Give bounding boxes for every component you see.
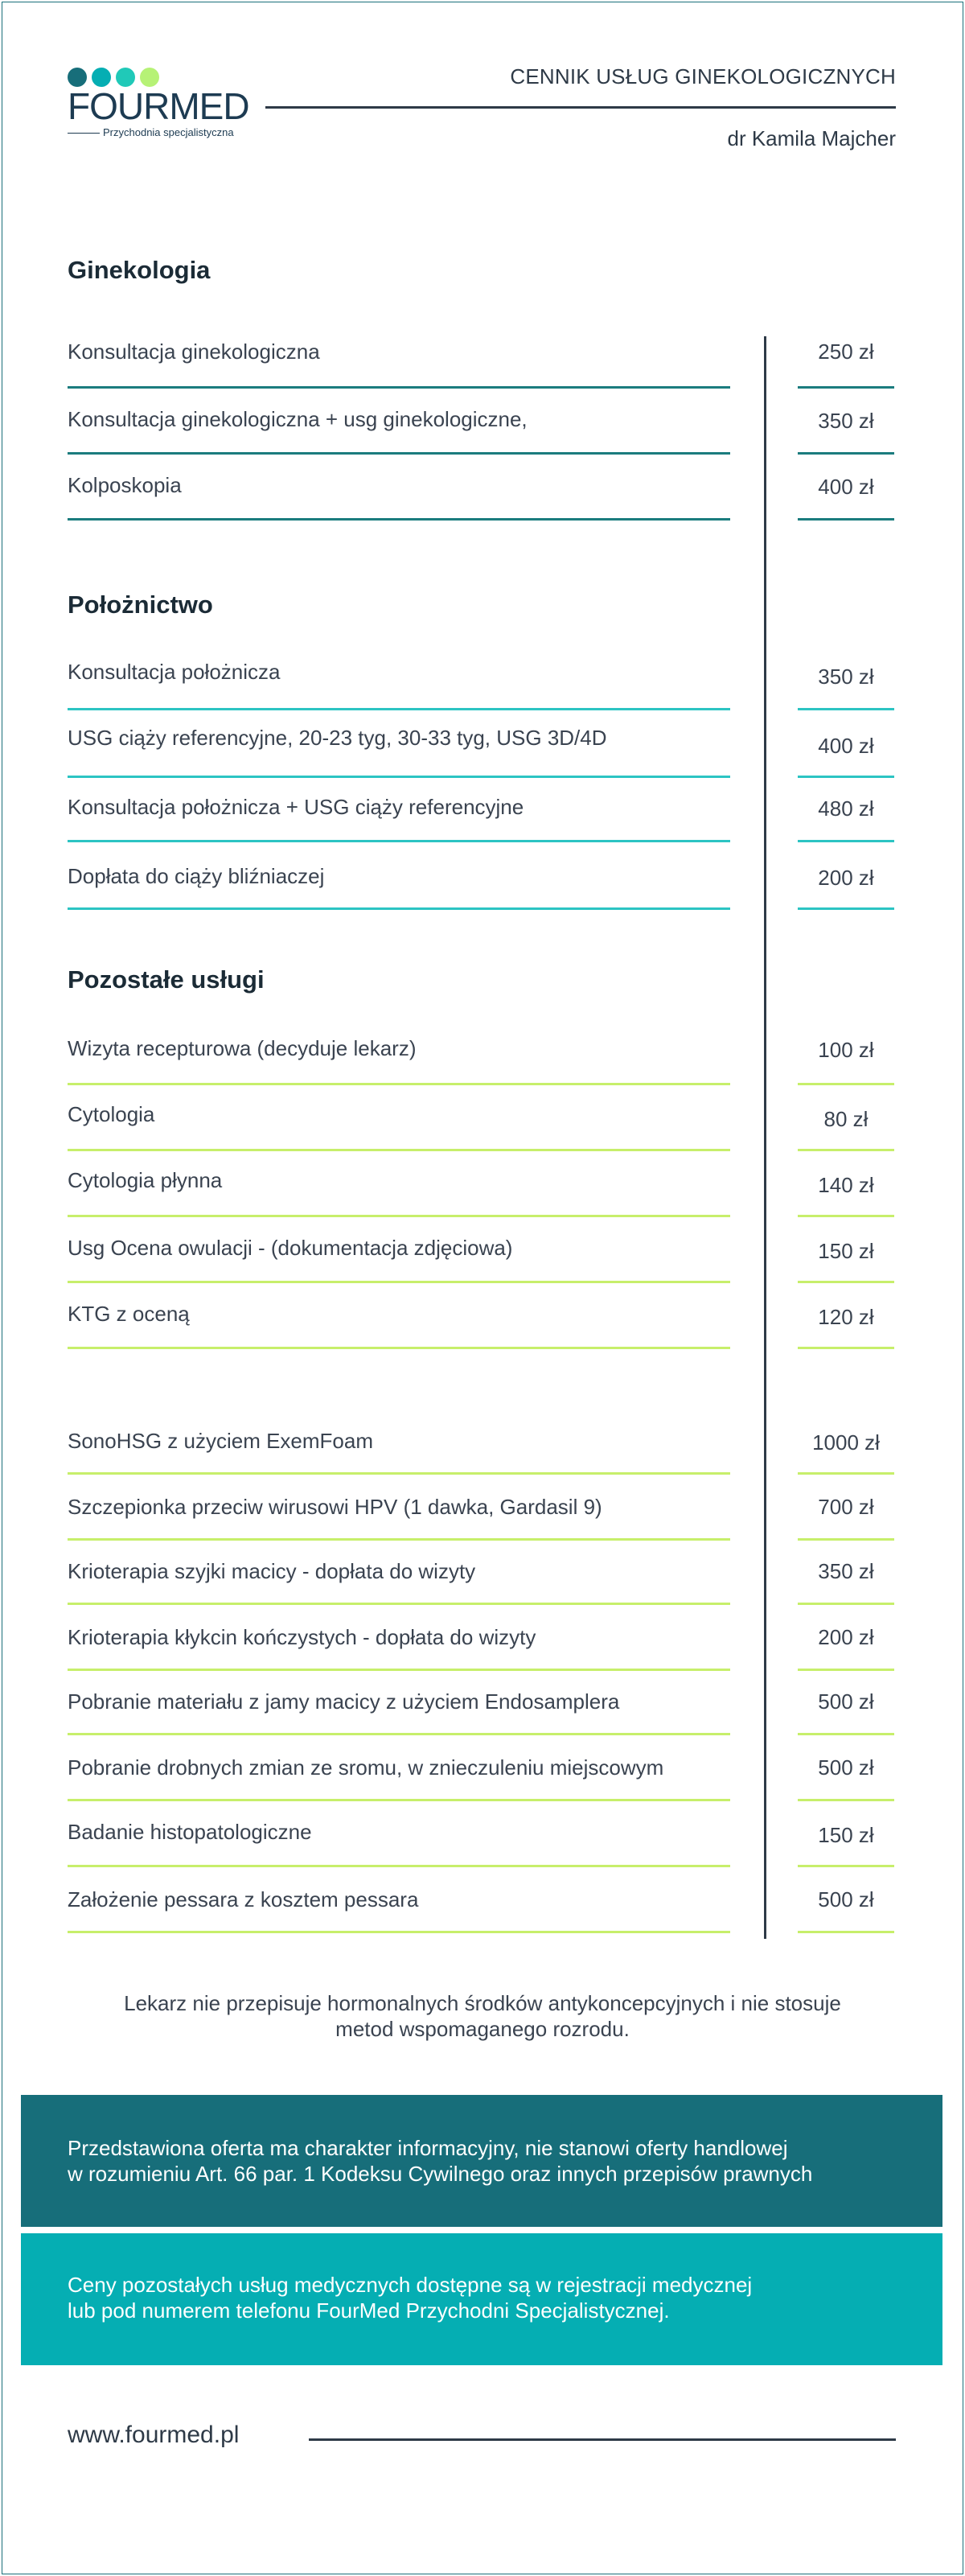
row-rule [68,1149,730,1151]
service-price: 250 zł [818,339,874,364]
service-price: 120 zł [818,1305,874,1329]
service-label: Konsultacja położnicza + USG ciąży referencyjne [68,795,524,819]
row-rule [68,1215,730,1217]
price-rule [798,708,894,710]
service-label: Cytologia [68,1102,155,1126]
service-label: Cytologia płynna [68,1168,223,1192]
prices-info-text: Ceny pozostałych usług medycznych dostępne są w rejestracji medycznej lub pod numerem telefonu FourMed Przychodni Specjalistycznej. [68,2273,753,2323]
service-label: KTG z oceną [68,1302,190,1326]
row-rule [68,1799,730,1801]
service-label: Pobranie drobnych zmian ze sromu, w znieczuleniu miejscowym [68,1755,664,1780]
section-heading-pozostale-uslugi: Pozostałe usługi [68,965,265,994]
header-rule [265,106,896,109]
price-rule [798,518,894,521]
service-price: 350 zł [818,1559,874,1583]
price-rule [798,1149,894,1151]
row-rule [68,1281,730,1283]
row-rule [68,907,730,910]
price-rule [798,776,894,778]
row-rule [68,1733,730,1735]
row-rule [68,708,730,710]
row-rule [68,1538,730,1541]
service-label: Założenie pessara z kosztem pessara [68,1887,419,1911]
logo-subtitle: Przychodnia specjalistyczna [103,126,234,138]
price-rule [798,1347,894,1349]
service-label: Krioterapia kłykcin kończystych - dopłata do wizyty [68,1625,536,1649]
service-label: Wizyta recepturowa (decyduje lekarz) [68,1036,417,1060]
row-rule [68,776,730,778]
service-label: Konsultacja ginekologiczna [68,339,320,364]
service-price: 400 zł [818,734,874,758]
price-rule [798,1931,894,1933]
service-label: Konsultacja położnicza [68,660,281,684]
price-rule [798,907,894,910]
price-rule [798,840,894,842]
row-rule [68,452,730,455]
row-rule [68,518,730,521]
row-rule [68,840,730,842]
logo-sub-line [68,133,100,134]
service-price: 100 zł [818,1038,874,1062]
website-link[interactable]: www.fourmed.pl [68,2422,240,2448]
service-price: 350 zł [818,409,874,433]
price-rule [798,1472,894,1475]
price-rule [798,1669,894,1671]
row-rule [68,1347,730,1349]
service-price: 200 zł [818,866,874,890]
service-label: Usg Ocena owulacji - (dokumentacja zdjęciowa) [68,1236,513,1260]
service-price: 140 zł [818,1173,874,1197]
service-label: Szczepionka przeciw wirusowi HPV (1 dawka, Gardasil 9) [68,1495,602,1519]
row-rule [68,1669,730,1671]
service-price: 200 zł [818,1625,874,1649]
contraception-note [80,1990,885,2042]
legal-info-text: Przedstawiona oferta ma charakter informacyjny, nie stanowi oferty handlowej w rozumieniu Art. 66 par. 1 Kodeksu Cywilnego oraz innych przepisów prawnych [68,2136,813,2186]
service-price: 1000 zł [812,1430,880,1455]
doctor-name: dr Kamila Majcher [727,126,896,150]
service-price: 700 zł [818,1495,874,1519]
price-rule [798,1733,894,1735]
section-heading-ginekologia: Ginekologia [68,256,211,284]
service-price: 480 zł [818,796,874,821]
service-price: 500 zł [818,1887,874,1911]
price-rule [798,1281,894,1283]
service-price: 150 zł [818,1823,874,1847]
price-rule [798,1603,894,1605]
service-price: 500 zł [818,1755,874,1780]
service-label: Pobranie materiału z jamy macicy z użyciem Endosamplera [68,1689,620,1714]
price-rule [798,1215,894,1217]
row-rule [68,1472,730,1475]
price-rule [798,1538,894,1541]
note-text: Lekarz nie przepisuje hormonalnych środków antykoncepcyjnych i nie stosuje metod wspomaganego rozrodu. [124,1991,841,2041]
row-rule [68,1083,730,1085]
logo-wordmark: FOURMED [68,85,249,127]
column-divider [764,336,766,1939]
service-price: 400 zł [818,475,874,499]
service-price: 80 zł [823,1107,868,1131]
service-price: 500 zł [818,1689,874,1714]
legal-info-box [21,2095,942,2227]
service-label: Badanie histopatologiczne [68,1820,312,1844]
section-heading-poloznictwo: Położnictwo [68,591,213,619]
price-rule [798,1799,894,1801]
price-rule [798,386,894,389]
service-label: Krioterapia szyjki macicy - dopłata do wizyty [68,1559,476,1583]
prices-info-box [21,2233,942,2365]
fourmed-logo [68,68,261,140]
price-rule [798,1083,894,1085]
price-rule [798,452,894,455]
service-label: Dopłata do ciąży bliźniaczej [68,864,325,888]
service-price: 350 zł [818,665,874,689]
price-rule [798,1865,894,1867]
row-rule [68,1931,730,1933]
row-rule [68,1603,730,1605]
service-price: 150 zł [818,1239,874,1263]
footer-rule [309,2438,896,2441]
service-label: Konsultacja ginekologiczna + usg ginekologiczne, [68,407,528,431]
document-title: CENNIK USŁUG GINEKOLOGICZNYCH [510,64,896,88]
service-label: USG ciąży referencyjne, 20-23 tyg, 30-33 tyg, USG 3D/4D [68,726,607,750]
row-rule [68,386,730,389]
service-label: Kolposkopia [68,473,182,497]
row-rule [68,1865,730,1867]
service-label: SonoHSG z użyciem ExemFoam [68,1429,374,1453]
